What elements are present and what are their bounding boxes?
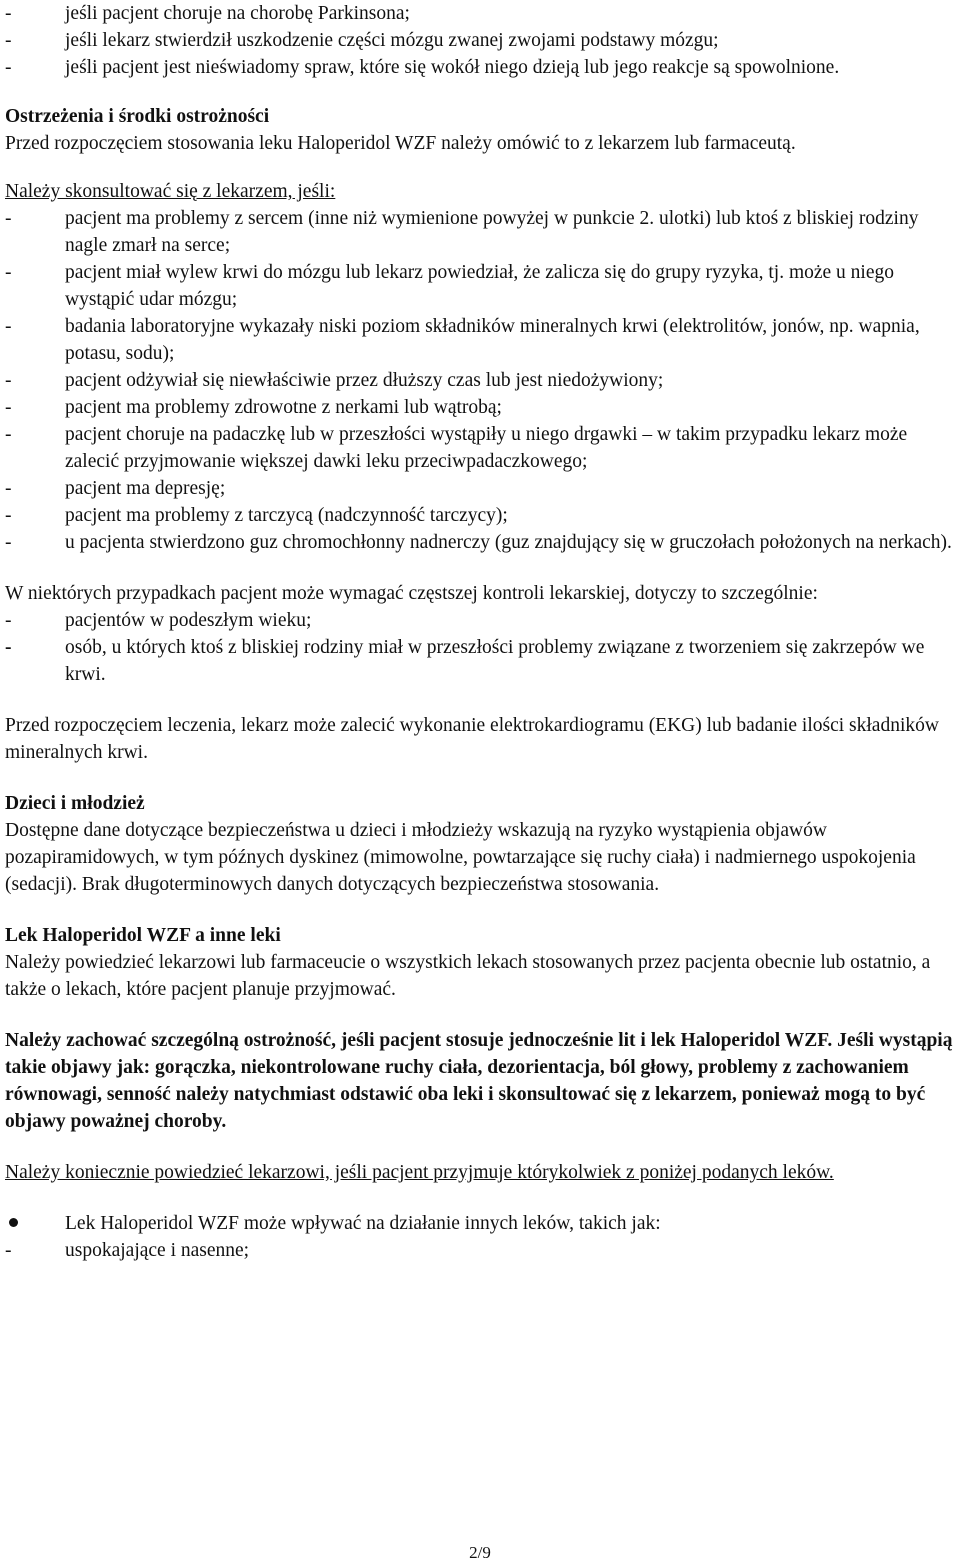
monitoring-section xyxy=(5,580,960,688)
dash-marker: - xyxy=(5,1240,12,1261)
list-item: - pacjent ma problemy zdrowotne z nerkami lub wątrobą; xyxy=(5,394,960,421)
children-section xyxy=(5,790,960,898)
list-item: - osób, u których ktoś z bliskiej rodziny miał w przeszłości problemy związane z tworzeniem się zakrzepów we krwi. xyxy=(5,634,960,688)
dash-marker: - xyxy=(5,30,12,51)
dash-marker: - xyxy=(5,57,12,78)
dash-marker: - xyxy=(5,316,12,337)
warnings-intro: Przed rozpoczęciem stosowania leku Haloperidol WZF należy omówić to z lekarzem lub farmaceutą. xyxy=(5,133,796,154)
consult-section xyxy=(5,178,960,556)
list-item: - jeśli pacjent jest nieświadomy spraw, które się wokół niego dzieją lub jego reakcje są spowolnione. xyxy=(5,54,960,81)
dash-marker: - xyxy=(5,397,12,418)
list-item: - jeśli pacjent choruje na chorobę Parkinsona; xyxy=(5,0,960,27)
list-item: - uspokajające i nasenne; xyxy=(5,1237,960,1264)
list-item: - pacjent ma depresję; xyxy=(5,475,960,502)
dash-marker: - xyxy=(5,370,12,391)
warnings-section xyxy=(5,103,960,157)
page-number: 2/9 xyxy=(469,1543,491,1562)
must-tell-notice: Należy koniecznie powiedzieć lekarzowi, jeśli pacjent przyjmuje którykolwiek z poniżej podanych leków. xyxy=(5,1162,834,1183)
dash-marker: - xyxy=(5,262,12,283)
dash-marker: - xyxy=(5,3,12,24)
other-drugs-text: Należy powiedzieć lekarzowi lub farmaceucie o wszystkich lekach stosowanych przez pacjenta obecnie lub ostatnio, a także o lekach, które pacjent planuje przyjmować. xyxy=(5,952,931,1000)
children-heading: Dzieci i młodzież xyxy=(5,793,145,814)
list-item: - pacjent odżywiał się niewłaściwie przez dłuższy czas lub jest niedożywiony; xyxy=(5,367,960,394)
children-text: Dostępne dane dotyczące bezpieczeństwa u dzieci i młodzieży wskazują na ryzyko wystąpienia objawów pozapiramidowych, w tym późnych dyskinez (mimowolne, powtarzające się ruchy ciała) i nadmiernego uspokojenia (sedacji). Brak długoterminowych danych dotyczących bezpieczeństwa stosowania. xyxy=(5,820,916,895)
ekg-paragraph: Przed rozpoczęciem leczenia, lekarz może zalecić wykonanie elektrokardiogramu (EKG) lub badanie ilości składników mineralnych krwi. xyxy=(5,715,939,763)
list-item: Lek Haloperidol WZF może wpływać na działanie innych leków, takich jak: xyxy=(5,1210,960,1237)
dash-marker: - xyxy=(5,637,12,658)
monitoring-intro: W niektórych przypadkach pacjent może wymagać częstszej kontroli lekarskiej, dotyczy to szczególnie: xyxy=(5,583,818,604)
dash-marker: - xyxy=(5,505,12,526)
list-item: - pacjent choruje na padaczkę lub w przeszłości wystąpiły u niego drgawki – w takim przypadku lekarz może zalecić przyjmowanie większej dawki leku przeciwpadaczkowego; xyxy=(5,421,960,475)
dash-marker: - xyxy=(5,610,12,631)
list-item: - pacjent miał wylew krwi do mózgu lub lekarz powiedział, że zalicza się do grupy ryzyka, tj. może u niego wystąpić udar mózgu; xyxy=(5,259,960,313)
warnings-heading: Ostrzeżenia i środki ostrożności xyxy=(5,106,270,127)
top-list xyxy=(5,0,960,81)
list-item: - jeśli lekarz stwierdził uszkodzenie części mózgu zwanej zwojami podstawy mózgu; xyxy=(5,27,960,54)
bullet-icon xyxy=(9,1218,18,1227)
other-drugs-heading: Lek Haloperidol WZF a inne leki xyxy=(5,925,281,946)
list-item: - pacjent ma problemy z tarczycą (nadczynność tarczycy); xyxy=(5,502,960,529)
list-item: - pacjent ma problemy z sercem (inne niż wymienione powyżej w punkcie 2. ulotki) lub ktoś z bliskiej rodziny nagle zmarł na serce; xyxy=(5,205,960,259)
list-item: - u pacjenta stwierdzono guz chromochłonny nadnerczy (guz znajdujący się w gruczołach położonych na nerkach). xyxy=(5,529,960,556)
dash-marker: - xyxy=(5,208,12,229)
dash-marker: - xyxy=(5,478,12,499)
lithium-warning: Należy zachować szczególną ostrożność, jeśli pacjent stosuje jednocześnie lit i lek Haloperidol WZF. Jeśli wystąpią takie objawy jak: gorączka, niekontrolowane ruchy ciała, dezorientacja, ból głowy, problemy z zachowaniem równowagi, senność należy natychmiast odstawić oba leki i skonsultować się z lekarzem, ponieważ mogą to być objawy poważnej choroby. xyxy=(5,1030,953,1132)
dash-marker: - xyxy=(5,424,12,445)
consult-heading: Należy skonsultować się z lekarzem, jeśli: xyxy=(5,181,336,202)
leaflet-page xyxy=(5,0,960,1264)
dash-marker: - xyxy=(5,532,12,553)
drug-interactions-list xyxy=(5,1210,960,1264)
list-item: - pacjentów w podeszłym wieku; xyxy=(5,607,960,634)
list-item: - badania laboratoryjne wykazały niski poziom składników mineralnych krwi (elektrolitów, jonów, np. wapnia, potasu, sodu); xyxy=(5,313,960,367)
other-drugs-section xyxy=(5,922,960,1003)
